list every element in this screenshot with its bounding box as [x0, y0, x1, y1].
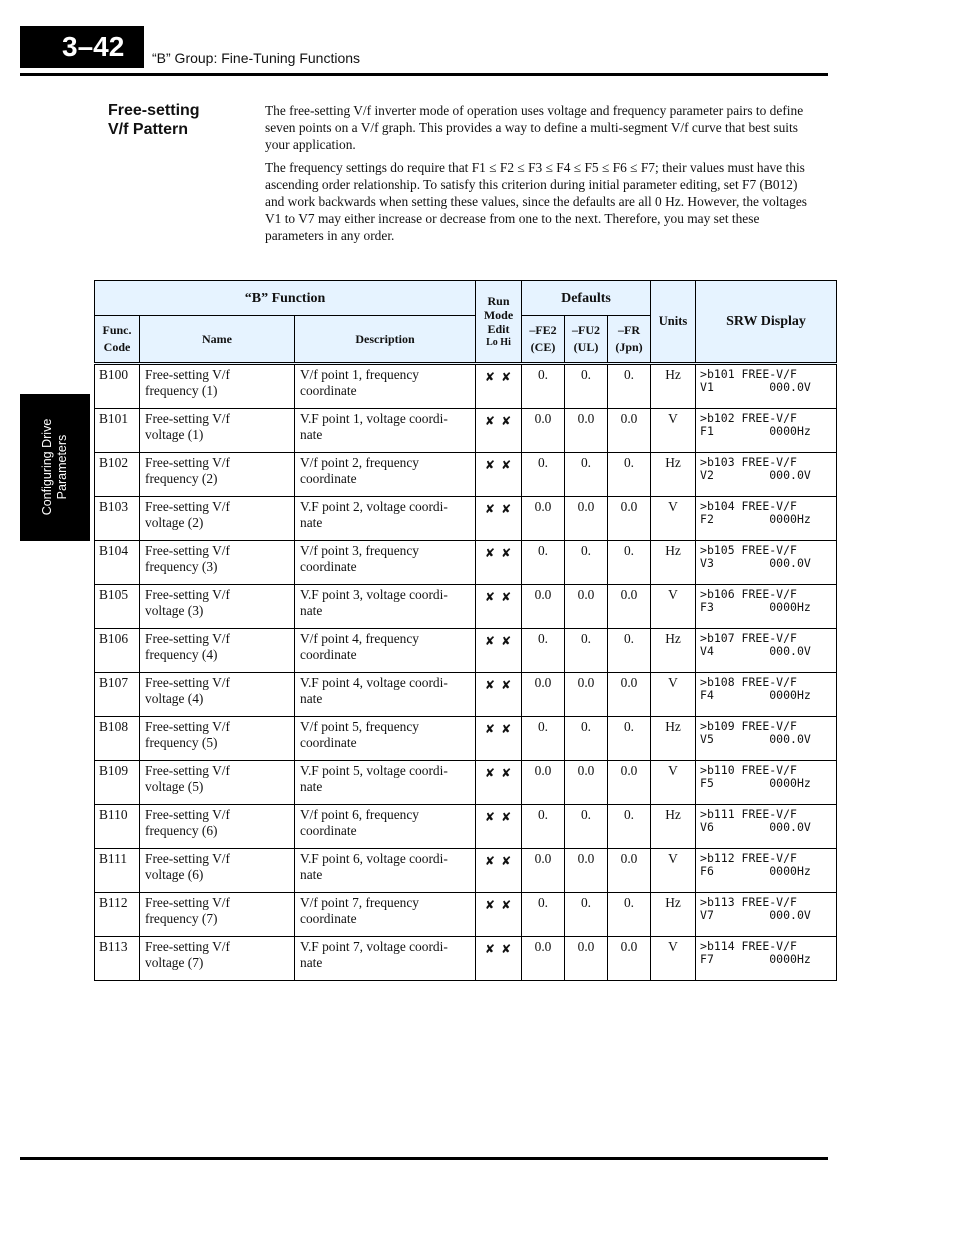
name-cell-line1: Free-setting V/f: [145, 807, 230, 822]
name-cell-line1: Free-setting V/f: [145, 851, 230, 866]
default-fu2-cell: 0.0: [565, 409, 608, 453]
run-mode-cell: ✘ ✘: [476, 805, 522, 849]
description-cell-line2: coordinate: [300, 823, 357, 838]
name-cell-line1: Free-setting V/f: [145, 543, 230, 558]
description-cell: [295, 849, 476, 893]
srw-display-cell: [696, 805, 837, 849]
srw-display-cell-line2: F3 0000Hz: [700, 600, 811, 614]
description-cell: [295, 364, 476, 409]
group-header: “B” Function: [95, 281, 476, 316]
section-heading-line2: V/f Pattern: [108, 121, 189, 138]
default-fe2-cell: 0.0: [522, 673, 565, 717]
description-cell-line2: nate: [300, 427, 323, 442]
name-cell: [140, 805, 295, 849]
description-cell: [295, 541, 476, 585]
name-cell: [140, 453, 295, 497]
name-cell: [140, 585, 295, 629]
description-cell-line2: coordinate: [300, 647, 357, 662]
description-cell-line1: V/f point 6, frequency: [300, 807, 419, 822]
srw-display-cell-line1: >b114 FREE-V/F: [700, 939, 797, 953]
run-mode-cell: ✘ ✘: [476, 585, 522, 629]
default-fr-cell: 0.: [608, 541, 651, 585]
name-cell: [140, 629, 295, 673]
default-fe2-cell: 0.0: [522, 497, 565, 541]
units-cell: V: [651, 585, 696, 629]
description-cell-line2: coordinate: [300, 911, 357, 926]
run-mode-header-lohi: Lo Hi: [486, 336, 511, 348]
default-fr-cell: 0.0: [608, 673, 651, 717]
units-cell: Hz: [651, 805, 696, 849]
side-tab-label-line2: Parameters: [55, 434, 69, 500]
fu2-header: [565, 316, 608, 364]
name-cell: [140, 717, 295, 761]
run-mode-cell: ✘ ✘: [476, 761, 522, 805]
table-row: [95, 761, 837, 805]
srw-display-cell: [696, 453, 837, 497]
default-fe2-cell: 0.0: [522, 849, 565, 893]
side-tab-label-line1: Configuring Drive: [40, 418, 54, 516]
description-cell-line2: nate: [300, 779, 323, 794]
default-fr-cell: 0.0: [608, 937, 651, 981]
description-cell-line1: V.F point 7, voltage coordi-: [300, 939, 448, 954]
table-row: [95, 364, 837, 409]
table-row: [95, 541, 837, 585]
description-cell: [295, 629, 476, 673]
name-cell-line2: frequency (6): [145, 823, 218, 838]
name-cell: [140, 761, 295, 805]
units-cell: V: [651, 761, 696, 805]
chapter-header-title: “B” Group: Fine-Tuning Functions: [152, 50, 361, 66]
func-code-cell: B108: [95, 717, 140, 761]
srw-display-header: SRW Display: [696, 281, 837, 364]
defaults-header: Defaults: [522, 281, 651, 316]
srw-display-cell-line2: F6 0000Hz: [700, 864, 811, 878]
table-row: [95, 673, 837, 717]
units-header: Units: [651, 281, 696, 364]
run-mode-cell: ✘ ✘: [476, 849, 522, 893]
func-code-cell: B112: [95, 893, 140, 937]
default-fu2-cell: 0.: [565, 453, 608, 497]
name-cell-line1: Free-setting V/f: [145, 763, 230, 778]
description-cell: [295, 453, 476, 497]
default-fr-cell: 0.: [608, 629, 651, 673]
units-cell: V: [651, 673, 696, 717]
description-cell: [295, 673, 476, 717]
description-cell: [295, 585, 476, 629]
name-cell: [140, 673, 295, 717]
default-fr-cell: 0.: [608, 893, 651, 937]
run-mode-cell: ✘ ✘: [476, 541, 522, 585]
name-cell: [140, 409, 295, 453]
srw-display-cell-line1: >b112 FREE-V/F: [700, 851, 797, 865]
description-cell-line1: V/f point 4, frequency: [300, 631, 419, 646]
default-fr-cell: 0.: [608, 805, 651, 849]
default-fe2-cell: 0.: [522, 541, 565, 585]
srw-display-cell-line1: >b111 FREE-V/F: [700, 807, 797, 821]
fu2-header-line1: –FU2: [572, 323, 600, 337]
description-cell-line1: V.F point 5, voltage coordi-: [300, 763, 448, 778]
srw-display-cell: [696, 893, 837, 937]
func-code-cell: B105: [95, 585, 140, 629]
srw-display-cell-line2: V7 000.0V: [700, 908, 811, 922]
srw-display-cell: [696, 761, 837, 805]
description-cell: [295, 717, 476, 761]
default-fr-cell: 0.0: [608, 585, 651, 629]
func-code-cell: B104: [95, 541, 140, 585]
default-fu2-cell: 0.0: [565, 849, 608, 893]
description-cell-line2: coordinate: [300, 735, 357, 750]
default-fe2-cell: 0.: [522, 717, 565, 761]
srw-display-cell-line2: V2 000.0V: [700, 468, 811, 482]
description-cell-line1: V/f point 7, frequency: [300, 895, 419, 910]
srw-display-cell-line2: F5 0000Hz: [700, 776, 811, 790]
default-fu2-cell: 0.: [565, 717, 608, 761]
srw-display-cell: [696, 937, 837, 981]
name-cell-line1: Free-setting V/f: [145, 455, 230, 470]
header-rule: [20, 73, 828, 76]
srw-display-cell-line2: V6 000.0V: [700, 820, 811, 834]
srw-display-cell-line1: >b101 FREE-V/F: [700, 367, 797, 381]
srw-display-cell-line1: >b113 FREE-V/F: [700, 895, 797, 909]
func-code-cell: B102: [95, 453, 140, 497]
name-cell-line2: voltage (6): [145, 867, 204, 882]
section-heading-line1: Free-setting: [108, 102, 200, 119]
name-cell: [140, 497, 295, 541]
run-mode-header-line1: Run: [487, 293, 510, 308]
fr-header: [608, 316, 651, 364]
name-cell: [140, 937, 295, 981]
table-row: [95, 453, 837, 497]
name-cell-line1: Free-setting V/f: [145, 719, 230, 734]
table-row: [95, 805, 837, 849]
description-cell-line2: coordinate: [300, 471, 357, 486]
description-cell-line1: V/f point 3, frequency: [300, 543, 419, 558]
name-cell: [140, 893, 295, 937]
srw-display-cell-line2: F2 0000Hz: [700, 512, 811, 526]
units-cell: Hz: [651, 364, 696, 409]
description-cell-line1: V.F point 6, voltage coordi-: [300, 851, 448, 866]
func-code-cell: B100: [95, 364, 140, 409]
intro-text: [265, 103, 820, 251]
srw-display-cell-line2: V1 000.0V: [700, 380, 811, 394]
units-cell: V: [651, 409, 696, 453]
description-cell-line1: V/f point 5, frequency: [300, 719, 419, 734]
fe2-header-line1: –FE2: [529, 323, 557, 337]
page-number-box: [20, 26, 144, 68]
run-mode-cell: ✘ ✘: [476, 364, 522, 409]
run-mode-cell: ✘ ✘: [476, 409, 522, 453]
run-mode-header-line2: Mode: [483, 307, 514, 322]
name-cell-line2: voltage (5): [145, 779, 204, 794]
description-header: Description: [295, 316, 476, 364]
name-cell-line1: Free-setting V/f: [145, 587, 230, 602]
name-cell-line2: frequency (3): [145, 559, 218, 574]
func-code-cell: B109: [95, 761, 140, 805]
name-cell-line2: frequency (7): [145, 911, 218, 926]
srw-display-cell-line1: >b109 FREE-V/F: [700, 719, 797, 733]
units-cell: Hz: [651, 717, 696, 761]
table-row: [95, 893, 837, 937]
run-mode-cell: ✘ ✘: [476, 937, 522, 981]
func-code-header-line2: Code: [103, 340, 131, 354]
srw-display-cell-line2: V5 000.0V: [700, 732, 811, 746]
description-cell-line2: coordinate: [300, 559, 357, 574]
units-cell: V: [651, 937, 696, 981]
units-cell: Hz: [651, 541, 696, 585]
name-cell-line1: Free-setting V/f: [145, 631, 230, 646]
intro-paragraph-1: The free-setting V/f inverter mode of operation uses voltage and frequency parameter pairs to define seven points on a V/f graph. This provides a way to define a multi-segment V/f curve that best suits your application.: [265, 103, 804, 152]
srw-display-cell-line1: >b104 FREE-V/F: [700, 499, 797, 513]
srw-display-cell: [696, 497, 837, 541]
default-fr-cell: 0.: [608, 717, 651, 761]
intro-paragraph-2: The frequency settings do require that F1 ≤ F2 ≤ F3 ≤ F4 ≤ F5 ≤ F6 ≤ F7; their values must have this ascending order relationship. To satisfy this criterion during initial parameter editing, set F7 (B012) and work backwards when setting these values, since the defaults are all 0 Hz. However, the voltages V1 to V7 may either increase or decrease from one to the next. Therefore, you may set these parameters in any order.: [265, 160, 807, 243]
default-fe2-cell: 0.: [522, 893, 565, 937]
default-fu2-cell: 0.: [565, 893, 608, 937]
description-cell-line1: V/f point 2, frequency: [300, 455, 419, 470]
description-cell-line1: V/f point 1, frequency: [300, 367, 419, 382]
description-cell: [295, 893, 476, 937]
default-fu2-cell: 0.0: [565, 497, 608, 541]
description-cell-line2: nate: [300, 691, 323, 706]
default-fu2-cell: 0.0: [565, 937, 608, 981]
default-fr-cell: 0.0: [608, 409, 651, 453]
name-cell-line1: Free-setting V/f: [145, 939, 230, 954]
name-cell-line2: frequency (2): [145, 471, 218, 486]
run-mode-cell: ✘ ✘: [476, 893, 522, 937]
name-cell-line2: voltage (1): [145, 427, 204, 442]
run-mode-cell: ✘ ✘: [476, 497, 522, 541]
default-fu2-cell: 0.: [565, 805, 608, 849]
default-fr-cell: 0.0: [608, 497, 651, 541]
srw-display-cell-line1: >b107 FREE-V/F: [700, 631, 797, 645]
func-code-cell: B101: [95, 409, 140, 453]
run-mode-cell: ✘ ✘: [476, 673, 522, 717]
srw-display-cell-line1: >b105 FREE-V/F: [700, 543, 797, 557]
table-row: [95, 629, 837, 673]
side-tab-label: [40, 387, 70, 547]
description-cell-line2: nate: [300, 955, 323, 970]
name-cell: [140, 541, 295, 585]
default-fe2-cell: 0.: [522, 453, 565, 497]
description-cell: [295, 805, 476, 849]
srw-display-cell-line2: V4 000.0V: [700, 644, 811, 658]
name-cell: [140, 364, 295, 409]
description-cell-line2: coordinate: [300, 383, 357, 398]
units-cell: V: [651, 497, 696, 541]
run-mode-cell: ✘ ✘: [476, 453, 522, 497]
description-cell-line1: V.F point 3, voltage coordi-: [300, 587, 448, 602]
srw-display-cell-line1: >b108 FREE-V/F: [700, 675, 797, 689]
table-row: [95, 937, 837, 981]
name-cell-line1: Free-setting V/f: [145, 367, 230, 382]
units-cell: Hz: [651, 453, 696, 497]
run-mode-cell: ✘ ✘: [476, 717, 522, 761]
func-code-cell: B106: [95, 629, 140, 673]
default-fe2-cell: 0.0: [522, 937, 565, 981]
func-code-header-line1: Func.: [102, 323, 132, 337]
table-row: [95, 849, 837, 893]
srw-display-cell: [696, 541, 837, 585]
run-mode-header: [476, 281, 522, 364]
default-fr-cell: 0.0: [608, 849, 651, 893]
description-cell-line2: nate: [300, 867, 323, 882]
description-cell-line2: nate: [300, 515, 323, 530]
table-row: [95, 409, 837, 453]
default-fr-cell: 0.0: [608, 761, 651, 805]
default-fu2-cell: 0.0: [565, 761, 608, 805]
fu2-header-line2: (UL): [573, 340, 599, 354]
srw-display-cell-line1: >b103 FREE-V/F: [700, 455, 797, 469]
srw-display-cell-line2: F1 0000Hz: [700, 424, 811, 438]
srw-display-cell: [696, 629, 837, 673]
default-fe2-cell: 0.: [522, 629, 565, 673]
name-cell: [140, 849, 295, 893]
default-fu2-cell: 0.: [565, 629, 608, 673]
default-fe2-cell: 0.: [522, 364, 565, 409]
run-mode-header-line3: Edit: [487, 321, 510, 336]
default-fr-cell: 0.: [608, 364, 651, 409]
default-fu2-cell: 0.0: [565, 585, 608, 629]
srw-display-cell-line1: >b106 FREE-V/F: [700, 587, 797, 601]
srw-display-cell-line2: F4 0000Hz: [700, 688, 811, 702]
func-code-cell: B107: [95, 673, 140, 717]
name-cell-line2: frequency (4): [145, 647, 218, 662]
name-cell-line2: frequency (5): [145, 735, 218, 750]
page-number: 3–42: [62, 31, 125, 62]
run-mode-cell: ✘ ✘: [476, 629, 522, 673]
func-code-cell: B111: [95, 849, 140, 893]
func-code-cell: B113: [95, 937, 140, 981]
default-fe2-cell: 0.0: [522, 761, 565, 805]
func-code-cell: B110: [95, 805, 140, 849]
srw-display-cell: [696, 364, 837, 409]
description-cell: [295, 937, 476, 981]
description-cell-line2: nate: [300, 603, 323, 618]
srw-display-cell-line2: F7 0000Hz: [700, 952, 811, 966]
srw-display-cell-line1: >b110 FREE-V/F: [700, 763, 797, 777]
name-cell-line1: Free-setting V/f: [145, 675, 230, 690]
default-fe2-cell: 0.0: [522, 409, 565, 453]
table-row: [95, 497, 837, 541]
fr-header-line1: –FR: [618, 323, 640, 337]
units-cell: Hz: [651, 893, 696, 937]
units-cell: Hz: [651, 629, 696, 673]
srw-display-cell: [696, 409, 837, 453]
func-code-cell: B103: [95, 497, 140, 541]
name-cell-line2: voltage (4): [145, 691, 204, 706]
func-code-header: [95, 316, 140, 364]
name-cell-line2: frequency (1): [145, 383, 218, 398]
name-header: Name: [140, 316, 295, 364]
default-fu2-cell: 0.0: [565, 673, 608, 717]
footer-rule: [20, 1157, 828, 1160]
description-cell: [295, 409, 476, 453]
default-fu2-cell: 0.: [565, 541, 608, 585]
fe2-header: [522, 316, 565, 364]
default-fr-cell: 0.: [608, 453, 651, 497]
table-row: [95, 717, 837, 761]
name-cell-line1: Free-setting V/f: [145, 499, 230, 514]
srw-display-cell: [696, 849, 837, 893]
name-cell-line2: voltage (3): [145, 603, 204, 618]
table-body: [95, 364, 837, 981]
fe2-header-line2: (CE): [530, 340, 556, 354]
section-heading: [108, 101, 258, 139]
fr-header-line2: (Jpn): [615, 340, 643, 354]
table-row: [95, 585, 837, 629]
units-cell: V: [651, 849, 696, 893]
name-cell-line2: voltage (7): [145, 955, 204, 970]
srw-display-cell-line1: >b102 FREE-V/F: [700, 411, 797, 425]
name-cell-line1: Free-setting V/f: [145, 895, 230, 910]
b-function-table: [94, 280, 837, 981]
default-fe2-cell: 0.: [522, 805, 565, 849]
table-header: [95, 281, 837, 364]
description-cell-line1: V.F point 1, voltage coordi-: [300, 411, 448, 426]
name-cell-line1: Free-setting V/f: [145, 411, 230, 426]
name-cell-line2: voltage (2): [145, 515, 204, 530]
description-cell: [295, 761, 476, 805]
description-cell-line1: V.F point 4, voltage coordi-: [300, 675, 448, 690]
srw-display-cell: [696, 673, 837, 717]
srw-display-cell-line2: V3 000.0V: [700, 556, 811, 570]
srw-display-cell: [696, 717, 837, 761]
default-fu2-cell: 0.: [565, 364, 608, 409]
default-fe2-cell: 0.0: [522, 585, 565, 629]
description-cell-line1: V.F point 2, voltage coordi-: [300, 499, 448, 514]
srw-display-cell: [696, 585, 837, 629]
description-cell: [295, 497, 476, 541]
